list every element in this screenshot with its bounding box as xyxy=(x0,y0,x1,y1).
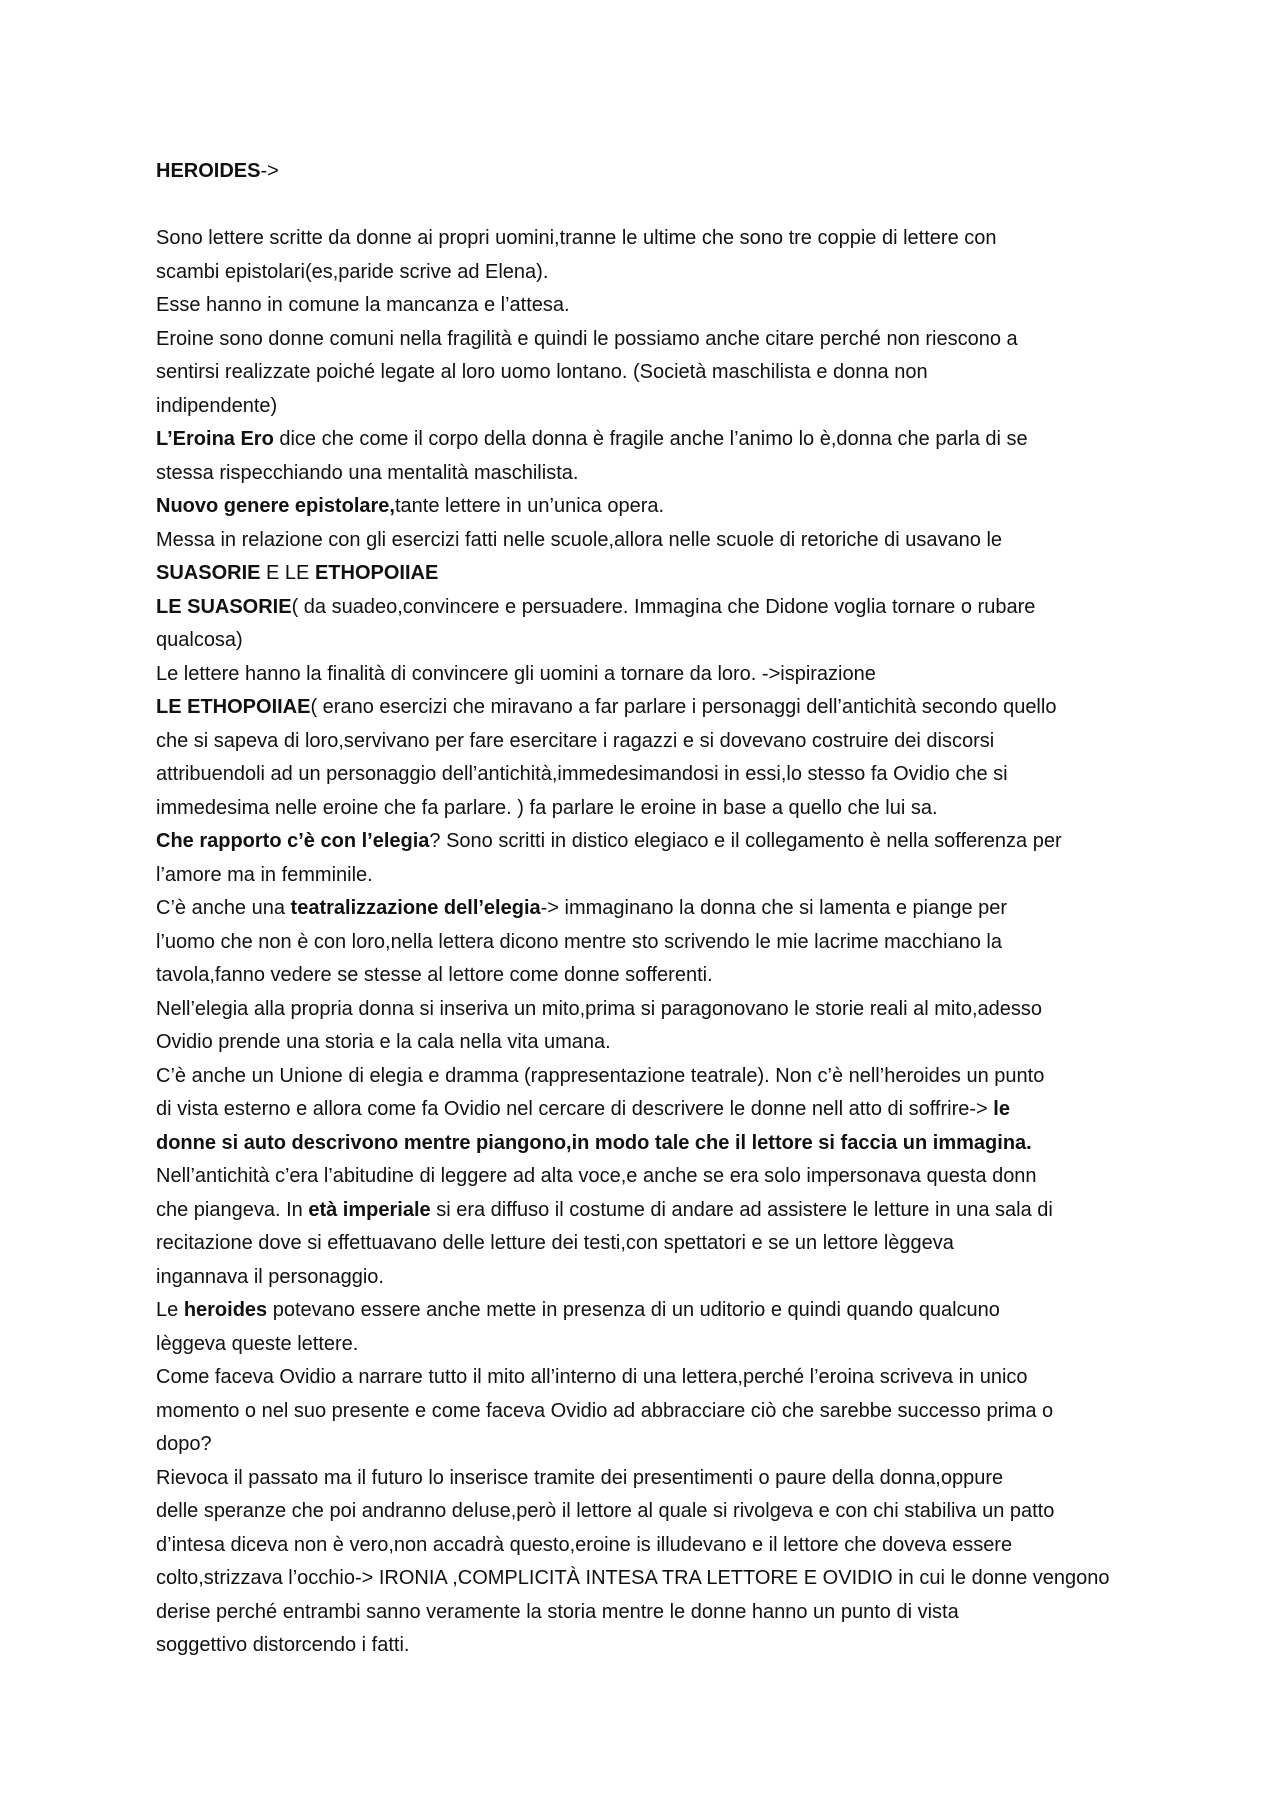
text-line-10: Messa in relazione con gli esercizi fatti nelle scuole,allora nelle scuole di retoriche di usavano le xyxy=(156,528,1003,551)
text-line-40: d’intesa diceva non è vero,non accadrà questo,eroine is illudevano e il lettore che doveva essere xyxy=(156,1533,1013,1556)
blank-line xyxy=(156,189,1140,223)
plain-phrase: dice che come il corpo della donna è fragile anche l’animo lo è,donna che parla di se xyxy=(273,428,1028,450)
text-line-13: qualcosa) xyxy=(156,629,243,651)
document-body xyxy=(156,155,1140,1663)
text-line-4: Eroine sono donne comuni nella fragilità e quindi le possiamo anche citare perché non riescono a xyxy=(156,327,1018,350)
plain-phrase: si era diffuso il costume di andare ad assistere le letture in una sala di xyxy=(430,1198,1053,1221)
bold-phrase: Nuovo genere epistolare, xyxy=(156,495,395,517)
plain-phrase: che piangeva. In xyxy=(156,1198,309,1221)
text-line-34: lèggeva queste lettere. xyxy=(156,1332,359,1355)
text-line-35: Come faceva Ovidio a narrare tutto il mito all’interno di una lettera,perché l’eroina scriveva in unico xyxy=(156,1366,1028,1388)
bold-phrase: LE SUASORIE xyxy=(156,595,292,618)
text-line-17: attribuendoli ad un personaggio dell’antichità,immedesimandosi in essi,lo stesso fa Ovidio che si xyxy=(156,763,1008,785)
text-line-26: C’è anche un Unione di elegia e dramma (rappresentazione teatrale). Non c’è nell’heroides un punto xyxy=(156,1064,1045,1087)
heading-line xyxy=(156,155,1140,189)
text-line-29: Nell’antichità c’era l’abitudine di leggere ad alta voce,e anche se era solo impersonava questa donn xyxy=(156,1165,1037,1187)
text-line-8: stessa rispecchiando una mentalità maschilista. xyxy=(156,461,579,484)
text-line-39: delle speranze che poi andranno deluse,però il lettore al quale si rivolgeva e con chi stabiliva un patto xyxy=(156,1500,1055,1522)
plain-phrase: C’è anche una xyxy=(156,897,291,919)
text-line-36: momento o nel suo presente e come faceva Ovidio ad abbracciare ciò che sarebbe successo prima o xyxy=(156,1399,1054,1422)
bold-phrase: L’Eroina Ero xyxy=(156,428,274,450)
heading-arrow: -> xyxy=(260,160,279,182)
text-line-27 xyxy=(156,1093,1140,1127)
heading-title: HEROIDES xyxy=(156,160,261,182)
text-line-38: Rievoca il passato ma il futuro lo inserisce tramite dei presentimenti o paure della donna,oppure xyxy=(156,1466,1004,1489)
plain-phrase: potevano essere anche mette in presenza di un uditorio e quindi quando qualcuno xyxy=(267,1299,1000,1321)
text-line-11 xyxy=(156,557,1140,591)
text-line-30 xyxy=(156,1194,1140,1228)
bold-phrase: Che rapporto c’è con l’elegia xyxy=(156,830,430,852)
bold-phrase: età imperiale xyxy=(308,1198,431,1221)
plain-phrase: -> immaginano la donna che si lamenta e piange per xyxy=(540,897,1008,919)
plain-phrase: Le xyxy=(156,1299,184,1321)
text-line-37: dopo? xyxy=(156,1433,212,1455)
bold-phrase: le xyxy=(993,1098,1010,1120)
text-line-16: che si sapeva di loro,servivano per fare esercitare i ragazzi e si dovevano costruire dei discorsi xyxy=(156,729,995,752)
text-line-42: derise perché entrambi sanno veramente la storia mentre le donne hanno un punto di vista xyxy=(156,1600,959,1623)
text-line-20: l’amore ma in femminile. xyxy=(156,863,373,886)
text-line-6: indipendente) xyxy=(156,394,278,417)
text-line-15 xyxy=(156,691,1140,725)
text-line-1: Sono lettere scritte da donne ai propri uomini,tranne le ultime che sono tre coppie di lettere con xyxy=(156,227,997,249)
text-line-43: soggettivo distorcendo i fatti. xyxy=(156,1634,410,1656)
bold-phrase: ETHOPOIIAE xyxy=(314,562,439,584)
bold-phrase: heroides xyxy=(183,1299,268,1321)
text-line-24: Nell’elegia alla propria donna si inseriva un mito,prima si paragonovano le storie reali al mito,adesso xyxy=(156,997,1043,1020)
bold-phrase: teatralizzazione dell’elegia xyxy=(290,897,541,919)
plain-phrase: ( erano esercizi che miravano a far parlare i personaggi dell’antichità secondo quello xyxy=(310,696,1057,718)
text-line-22: l’uomo che non è con loro,nella lettera dicono mentre sto scrivendo le mie lacrime macchiano la xyxy=(156,930,1002,953)
text-line-31: recitazione dove si effettuavano delle letture dei testi,con spettatori e se un lettore lèggeva xyxy=(156,1232,954,1254)
bold-phrase: donne si auto descrivono mentre piangono,in modo tale che il lettore si faccia un immagina. xyxy=(156,1131,1032,1154)
plain-phrase: E LE xyxy=(260,562,315,584)
bold-phrase: LE ETHOPOIIAE xyxy=(156,696,311,718)
text-line-3: Esse hanno in comune la mancanza e l’attesa. xyxy=(156,294,570,316)
text-line-21 xyxy=(156,892,1140,926)
text-line-9 xyxy=(156,490,1140,524)
text-line-23: tavola,fanno vedere se stesse al lettore come donne sofferenti. xyxy=(156,964,713,986)
plain-phrase: tante lettere in un’unica opera. xyxy=(394,495,665,517)
plain-phrase: ? Sono scritti in distico elegiaco e il collegamento è nella sofferenza per xyxy=(429,830,1062,852)
text-line-25: Ovidio prende una storia e la cala nella vita umana. xyxy=(156,1031,611,1053)
text-line-33 xyxy=(156,1294,1140,1328)
text-line-5: sentirsi realizzate poiché legate al loro uomo lontano. (Società maschilista e donna non xyxy=(156,361,928,383)
text-line-7 xyxy=(156,423,1140,457)
text-line-12 xyxy=(156,591,1140,625)
text-line-14: Le lettere hanno la finalità di convincere gli uomini a tornare da loro. ->ispirazione xyxy=(156,662,876,685)
text-line-19 xyxy=(156,825,1140,859)
plain-phrase: ( da suadeo,convincere e persuadere. Immagina che Didone voglia tornare o rubare xyxy=(291,595,1036,618)
plain-phrase: di vista esterno e allora come fa Ovidio nel cercare di descrivere le donne nell atto di soffrire-> xyxy=(156,1098,994,1120)
text-line-32: ingannava il personaggio. xyxy=(156,1265,384,1288)
text-line-41: colto,strizzava l’occhio-> IRONIA ,COMPLICITÀ INTESA TRA LETTORE E OVIDIO in cui le donne vengono xyxy=(156,1567,1110,1589)
text-line-2: scambi epistolari(es,paride scrive ad Elena). xyxy=(156,260,549,283)
text-line-28 xyxy=(156,1127,1140,1161)
bold-phrase: SUASORIE xyxy=(156,562,261,584)
text-line-18: immedesima nelle eroine che fa parlare. ) fa parlare le eroine in base a quello che lui sa. xyxy=(156,796,938,819)
